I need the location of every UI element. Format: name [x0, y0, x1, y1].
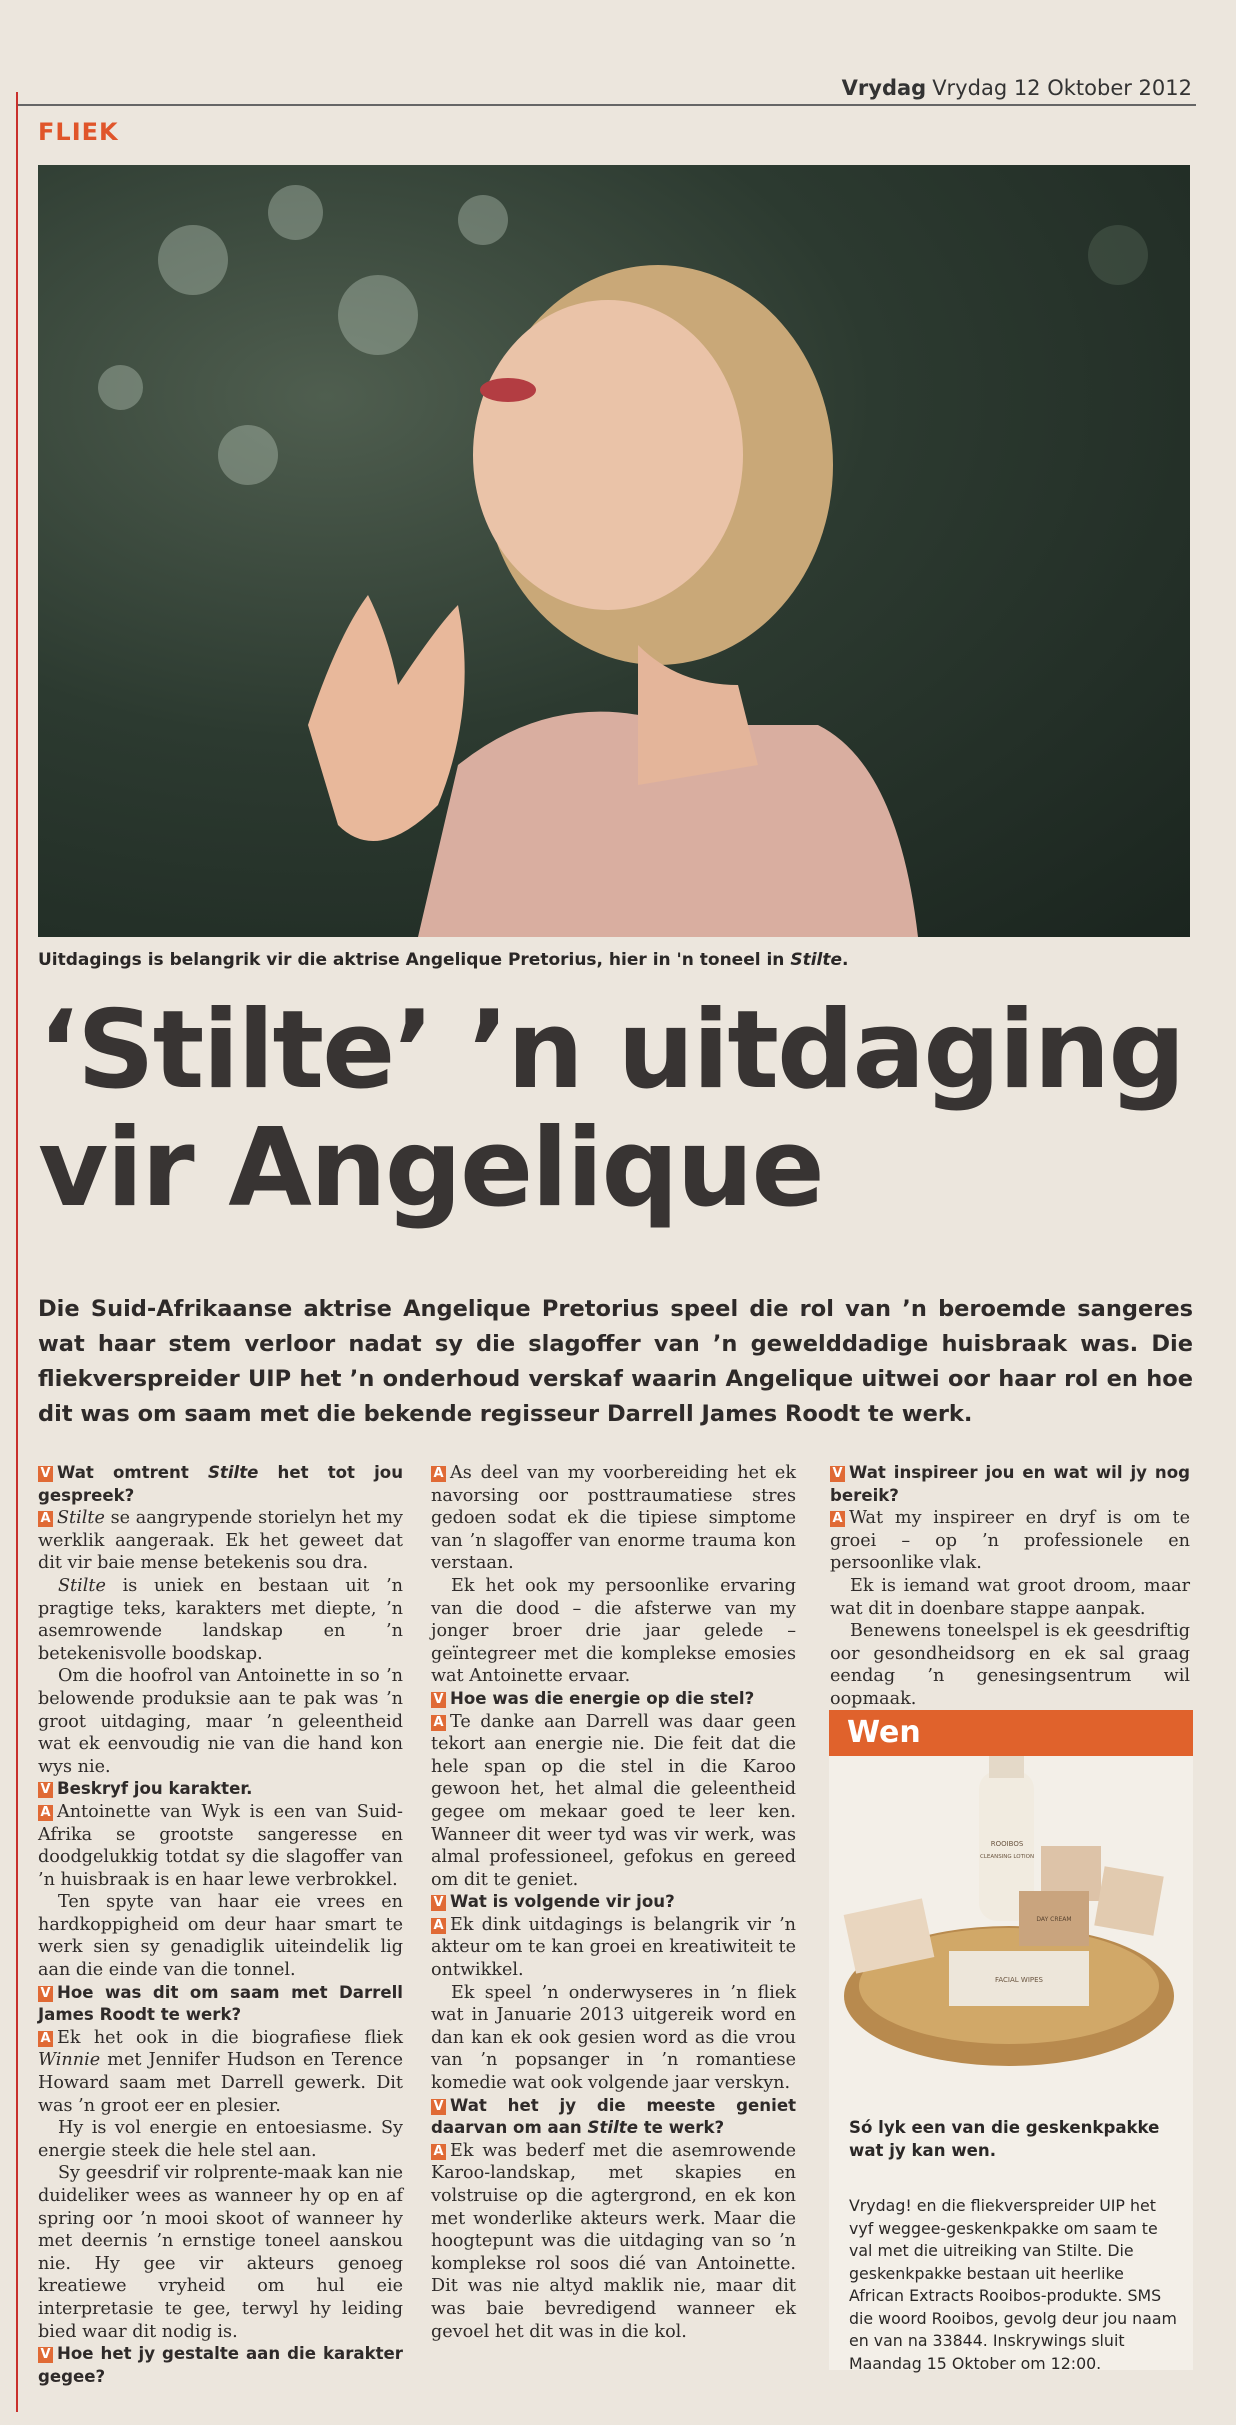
answer-marker: A	[830, 1511, 845, 1527]
paragraph	[38, 1575, 403, 1665]
question-marker: V	[38, 1782, 53, 1798]
caption-end: .	[842, 950, 849, 970]
competition-subtitle: Só lyk een van die geskenkpakke wat jy kan wen.	[849, 2118, 1160, 2160]
answer-text: Ek dink uitdagings is belangrik vir ’n akteur om te kan groei en kreatiwiteit te ontwikkel.	[431, 1914, 796, 1981]
question	[38, 1778, 403, 1801]
answer-marker: A	[431, 1918, 446, 1934]
question	[38, 1982, 403, 2027]
question-marker: V	[38, 1986, 53, 2002]
question-marker: V	[830, 1466, 845, 1482]
answer-marker: A	[38, 2031, 53, 2047]
answer-film-title: Stilte	[57, 1508, 105, 1529]
question-marker: V	[431, 1692, 446, 1708]
caption-text: Uitdagings is belangrik vir die aktrise Angelique Pretorius, hier in 'n toneel in	[38, 950, 791, 970]
question	[431, 2095, 796, 2140]
answer-marker: A	[38, 1805, 53, 1821]
caption-film-title: Stilte	[790, 950, 843, 970]
question-text: Wat omtrent	[57, 1463, 208, 1482]
paragraph: Om die hoofrol van Antoinette in so ’n belowende produksie aan te pak was ’n groot uitdaging, maar ’n geleentheid wat ek eenvoudig nie van die hand kon wys nie.	[38, 1666, 403, 1777]
competition-title: Wen	[829, 1710, 1193, 1756]
question	[431, 1688, 796, 1711]
answer-film-title: Winnie	[38, 2050, 101, 2071]
answer-marker: A	[431, 1466, 446, 1482]
answer-marker: A	[431, 2144, 446, 2160]
question-text: Beskryf jou karakter.	[57, 1779, 253, 1799]
headline	[38, 988, 1198, 1231]
actress-figure	[38, 165, 1190, 937]
question-marker: V	[38, 2347, 53, 2363]
product-label: CLEANSING LOTION	[979, 1854, 1035, 1860]
photo-caption	[38, 950, 1190, 970]
section-label: FLIEK	[38, 118, 119, 146]
gift-hamper-image	[829, 1756, 1193, 2086]
question-text: het tot jou gespreek?	[38, 1463, 404, 1505]
answer	[830, 1507, 1190, 1575]
question-text: Hoe was dit om saam met Darrell James Roodt te werk?	[38, 1982, 403, 2025]
answer	[431, 2140, 796, 2343]
answer	[431, 1711, 796, 1892]
question-text: te werk?	[637, 2118, 725, 2138]
dateline	[842, 76, 1192, 100]
question-marker: V	[431, 2099, 446, 2115]
lead-photo	[38, 165, 1190, 937]
answer-text: As deel van my voorbereiding het ek navorsing oor posttraumatiese stres gedoen sodat ek die tipiese simptome van ’n slagoffer van enorme trauma kon verstaan.	[431, 1463, 796, 1574]
product-label: DAY CREAM	[1036, 1916, 1072, 1923]
answer-text: Ek was bederf met die asemrowende Karoo-landskap, met skapies en volstruise op die agtergrond, en ek kon met wonderlike akteurs werk. Maar die hoogtepunt was die uitdaging van so ’n komplekse rol soos dié van Antoinette. Dit was nie altyd maklik nie, maar dit was baie bevredigend wanneer ek gevoel het dit was in die kol.	[431, 2140, 796, 2342]
article-column-2	[431, 1462, 796, 2343]
question-text: Hoe het jy gestalte aan die karakter gegee?	[38, 2344, 403, 2386]
left-margin-rule	[16, 92, 18, 2412]
answer-marker: A	[431, 1715, 446, 1731]
question-film-title: Stilte	[587, 2118, 638, 2138]
question-marker: V	[431, 1895, 446, 1911]
paragraph-text: is uniek en bestaan uit ’n pragtige teks, karakters met diepte, ’n asemrowende landskap en ’n betekenisvolle boodskap.	[38, 1575, 403, 1664]
answer-text: Ek het ook in die biografiese fliek	[57, 2027, 403, 2048]
question-marker: V	[38, 1466, 53, 1482]
product-label: FACIAL WIPES	[995, 1976, 1043, 1984]
paragraph-film-title: Stilte	[58, 1575, 106, 1596]
answer-text: Te danke aan Darrell was daar geen tekort aan energie nie. Die feit dat die hele span op die stel in die Karoo gewoon het, het almal die geleentheid gegee om mekaar goed te leer ken. Wanneer dit weer tyd was vir werk, was almal professioneel, gefokus en gereed om dit te geniet.	[431, 1711, 796, 1890]
competition-body: Vrydag! en die fliekverspreider UIP het vyf weggee-geskenkpakke om saam te val met die uitreiking van Stilte. Die geskenkpakke bestaan uit heerlike African Extracts Rooibos-produkte. SMS die woord Rooibos, gevolg deur jou naam en van na 33844. Inskrywings sluit Maandag 15 Oktober om 12:00.	[849, 2196, 1177, 2373]
article-column-3	[830, 1462, 1190, 1711]
answer-marker: A	[38, 1511, 53, 1527]
intro-standfirst: Die Suid-Afrikaanse aktrise Angelique Pretorius speel die rol van ’n beroemde sangeres wat haar stem verloor nadat sy die slagoffer van ’n gewelddadige huisbraak was. Die fliekverspreider UIP het ’n onderhoud verskaf waarin Angelique uitwei oor haar rol en hoe dit was om saam met die bekende regisseur Darrell James Roodt te werk.	[38, 1296, 1193, 1427]
paragraph: Hy is vol energie en entoesiasme. Sy energie steek die hele stel aan.	[38, 2118, 403, 2161]
question	[431, 1891, 796, 1914]
question-text: Wat inspireer jou en wat wil jy nog bereik?	[830, 1463, 1190, 1505]
answer-text: Wat my inspireer en dryf is om te groei – op ’n professionele en persoonlike vlak.	[830, 1508, 1190, 1574]
header-rule	[18, 104, 1196, 106]
headline-line-1: ‘Stilte’ ’n uitdaging	[38, 988, 1184, 1113]
answer-text: se aangrypende storielyn het my werklik aangeraak. Ek het geweet dat dit vir baie mense betekenis sou dra.	[38, 1508, 403, 1574]
answer	[431, 1914, 796, 1982]
question-text: Wat is volgende vir jou?	[450, 1892, 675, 1912]
headline-line-2: vir Angelique	[38, 1106, 823, 1231]
paragraph: Ten spyte van haar eie vrees en hardkoppigheid om deur haar smart te werk sien sy genadiglik uiteindelik lig aan die einde van die tonnel.	[38, 1892, 403, 1981]
paragraph: Ek speel ’n onderwyseres in ’n fliek wat in Januarie 2013 uitgereik word en dan kan ek ook gesien word as die vrou van ’n popsanger in ’n romantiese komedie wat ook volgende jaar verskyn.	[431, 1982, 796, 2094]
answer	[431, 1462, 796, 1575]
product-label: ROOIBOS	[990, 1840, 1024, 1848]
article-column-1	[38, 1462, 403, 2388]
answer-text: met Jennifer Hudson en Terence Howard saam met Darrell gewerk. Dit was ’n groot eer en plesier.	[38, 2050, 403, 2116]
answer-text: Antoinette van Wyk is een van Suid-Afrika se grootste sangeresse en doodgelukkig totdat sy die slagoffer van ’n huisbraak is en haar lewe verbrokkel.	[38, 1801, 403, 1890]
paragraph: Ek is iemand wat groot droom, maar wat dit in doenbare stappe aanpak.	[830, 1575, 1190, 1619]
answer	[38, 2027, 403, 2117]
paragraph: Benewens toneelspel is ek geesdriftig oor gesondheidsorg en ek sal graag eendag ’n genesingsentrum wil oopmaak.	[830, 1621, 1190, 1709]
question	[38, 2343, 403, 2388]
question	[830, 1462, 1190, 1507]
question-text: Wat het jy die meeste geniet daarvan om aan	[431, 2095, 796, 2138]
paragraph: Ek het ook my persoonlike ervaring van die dood – die afsterwe van my jonger broer drie jaar gelede – geïntegreer met die komplekse emosies wat Antoinette ervaar.	[431, 1575, 796, 1687]
dateline-day: Vrydag	[841, 76, 927, 100]
question	[38, 1462, 403, 1507]
answer	[38, 1507, 403, 1575]
question-text: Hoe was die energie op die stel?	[450, 1688, 755, 1708]
competition-box	[829, 1710, 1193, 2373]
dateline-date: Vrydag 12 Oktober 2012	[932, 76, 1192, 100]
question-film-title: Stilte	[207, 1463, 259, 1482]
answer	[38, 1801, 403, 1891]
paragraph: Sy geesdrif vir rolprente-maak kan nie duideliker wees as wanneer hy op en af spring oor ’n mooi skoot of wanneer hy met deernis ’n ernstige toneel aanskou nie. Hy gee vir akteurs genoeg kreatiewe vryheid om hul eie interpretasie te gee, terwyl hy leiding bied waar dit nodig is.	[38, 2163, 403, 2342]
